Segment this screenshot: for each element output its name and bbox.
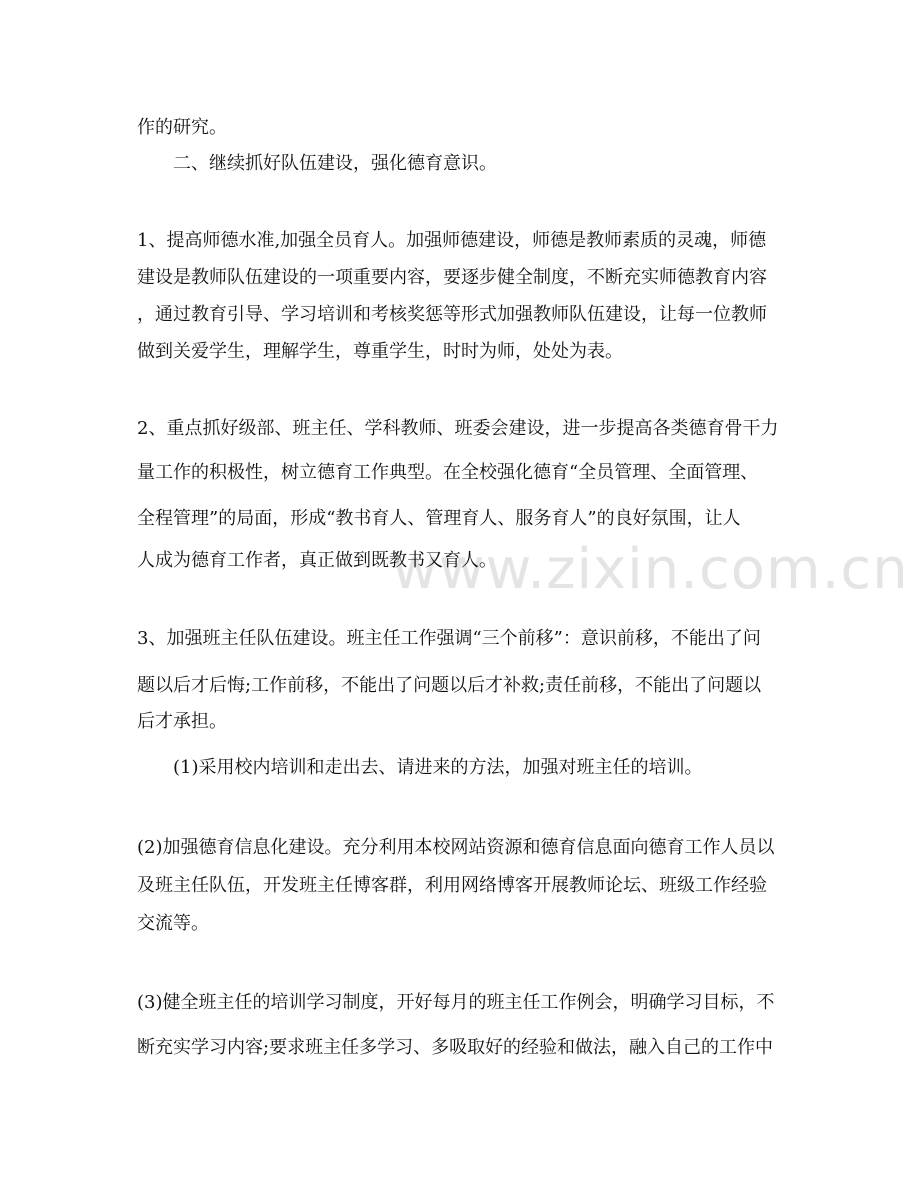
text-line: 3、加强班主任队伍建设。班主任工作强调“三个前移”：意识前移，不能出了问 — [137, 628, 761, 649]
text-line: 及班主任队伍，开发班主任博客群，利用网络博客开展教师论坛、班级工作经验 — [137, 875, 767, 896]
text-line: 题以后才后悔;工作前移，不能出了问题以后才补救;责任前移，不能出了问题以 — [137, 675, 762, 696]
text-line: 后才承担。 — [137, 711, 227, 732]
text-line: ，通过教育引导、学习培训和考核奖惩等形式加强教师队伍建设，让每一位教师 — [137, 304, 767, 325]
text-line: 断充实学习内容;要求班主任多学习、多吸取好的经验和做法，融入自己的工作中 — [137, 1037, 774, 1058]
text-line: (2)加强德育信息化建设。充分利用本校网站资源和德育信息面向德育工作人员以 — [137, 837, 775, 858]
text-line: 全程管理”的局面，形成“教书育人、管理育人、服务育人”的良好氛围，让人 — [137, 508, 741, 529]
section-heading: 二、继续抓好队伍建设，强化德育意识。 — [173, 153, 497, 174]
watermark: www.zixin.com.cn — [392, 537, 909, 602]
text-line: 做到关爱学生，理解学生，尊重学生，时时为师，处处为表。 — [137, 341, 623, 362]
text-line: 量工作的积极性，树立德育工作典型。在全校强化德育“全员管理、全面管理、 — [137, 462, 759, 483]
text-line: (1)采用校内培训和走出去、请进来的方法，加强对班主任的培训。 — [173, 757, 703, 778]
text-line: 交流等。 — [137, 913, 209, 934]
text-line: (3)健全班主任的培训学习制度，开好每月的班主任工作例会，明确学习目标，不 — [137, 992, 775, 1013]
text-line: 1、提高师德水准,加强全员育人。加强师德建设，师德是教师素质的灵魂，师德 — [137, 230, 767, 251]
text-line: 人成为德育工作者，真正做到既教书又育人。 — [137, 550, 497, 571]
text-line: 作的研究。 — [137, 117, 227, 138]
text-line: 建设是教师队伍建设的一项重要内容，要逐步健全制度，不断充实师德教育内容 — [137, 267, 767, 288]
text-line: 2、重点抓好级部、班主任、学科教师、班委会建设，进一步提高各类德育骨干力 — [137, 418, 779, 439]
